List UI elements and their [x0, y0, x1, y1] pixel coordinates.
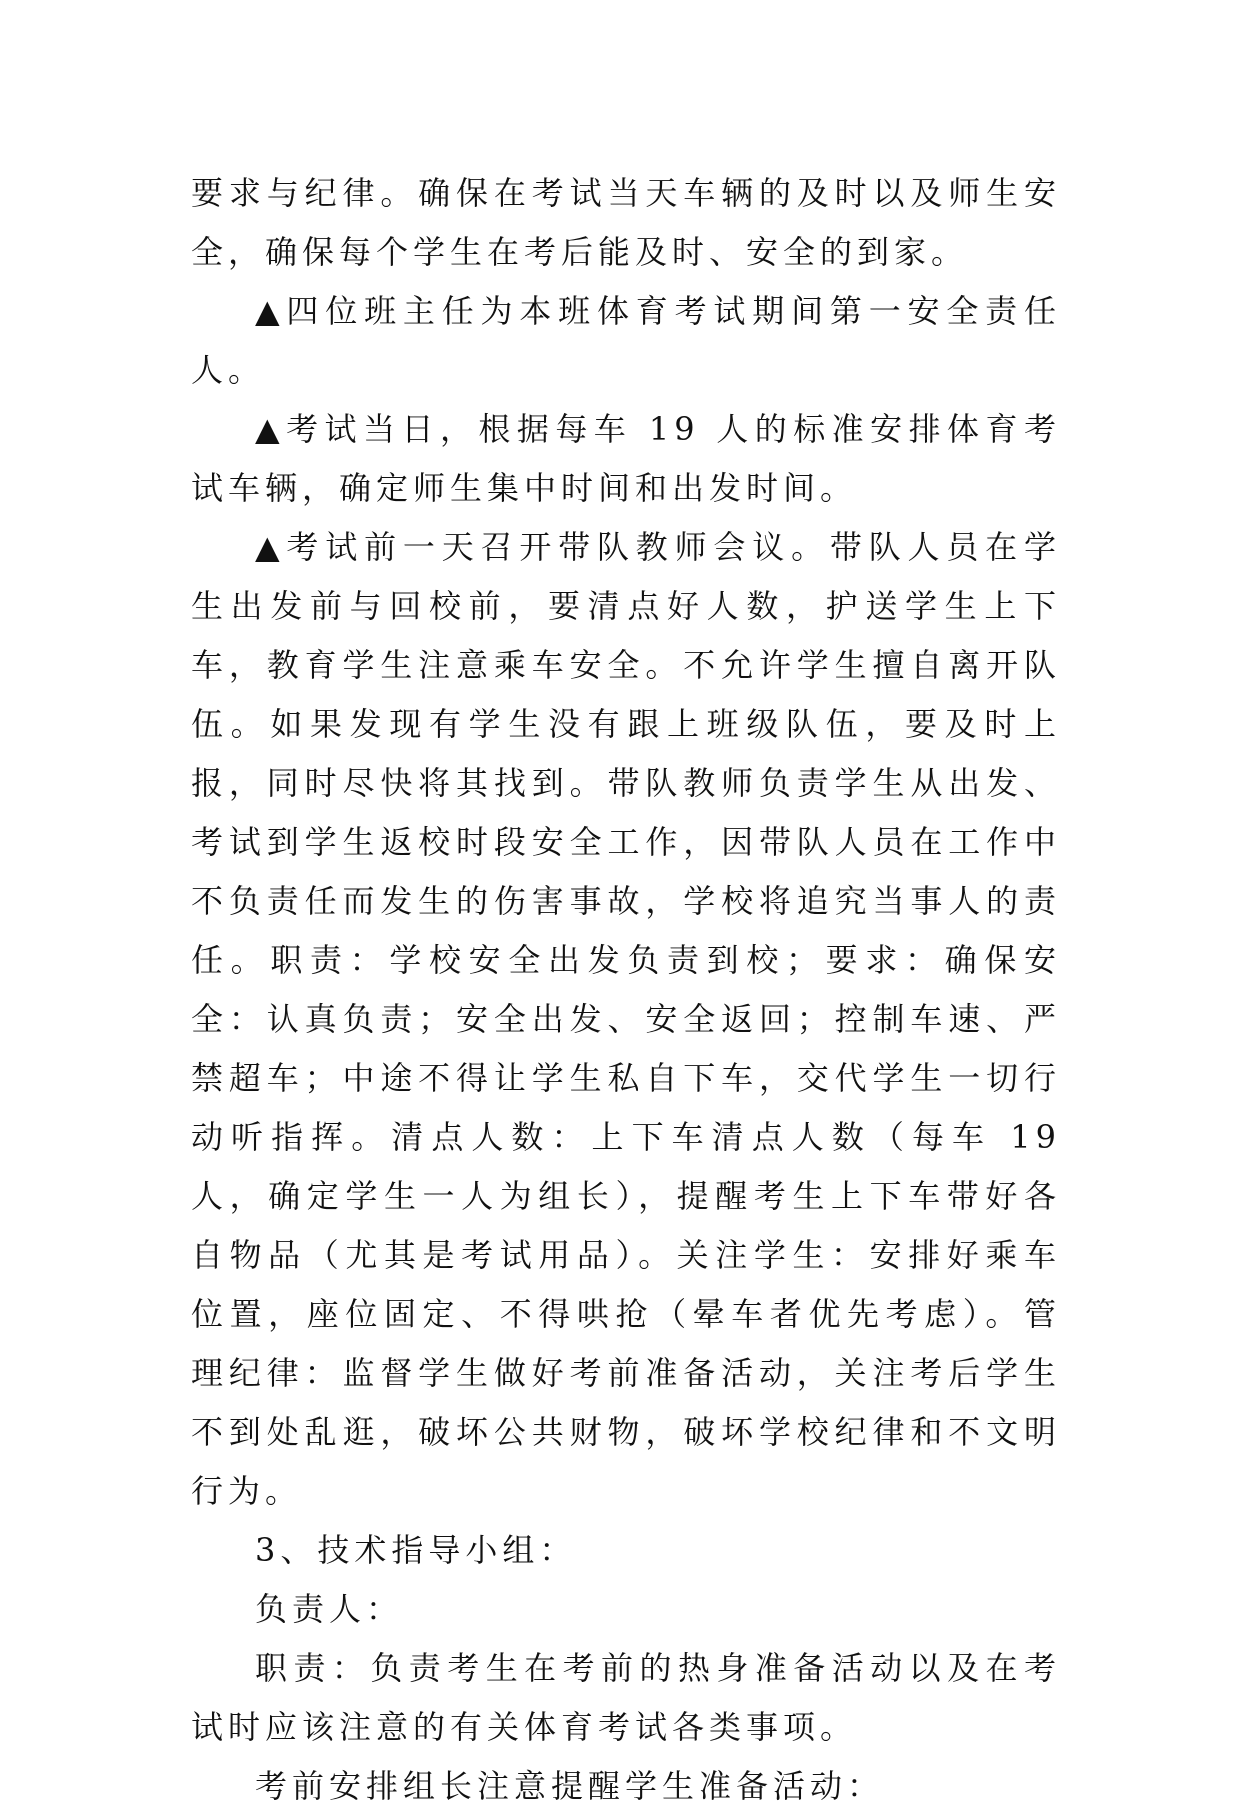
paragraph-teacher-meeting: ▲考试前一天召开带队教师会议。带队人员在学生出发前与回校前，要清点好人数，护送学生上下车，教育学生注意乘车安全。不允许学生擅自离开队伍。如果发现有学生没有跟上班级队伍，要及时上报，同时尽快将其找到。带队教师负责学生从出发、考试到学生返校时段安全工作，因带队人员在工作中不负责任而发生的伤害事故，学校将追究当事人的责任。职责：学校安全出发负责到校；要求：确保安全：认真负责；安全出发、安全返回；控制车速、严禁超车；中途不得让学生私自下车，交代学生一切行动听指挥。清点人数：上下车清点人数（每车 19 人，确定学生一人为组长），提醒考生上下车带好各自物品（尤其是考试用品）。关注学生：安排好乘车位置，座位固定、不得哄抢（晕车者优先考虑）。管理纪律：监督学生做好考前准备活动，关注考后学生不到处乱逛，破坏公共财物，破坏学校纪律和不文明行为。	[191, 528, 1061, 1510]
paragraph-head-teachers: ▲四位班主任为本班体育考试期间第一安全责任人。	[191, 292, 1061, 389]
paragraph-technical-duties: 职责：负责考生在考前的热身准备活动以及在考试时应该注意的有关体育考试各类事项。	[191, 1649, 1061, 1746]
paragraph-technical-group-heading: 3、技术指导小组：	[255, 1531, 577, 1569]
paragraph-person-in-charge: 负责人：	[255, 1590, 404, 1628]
paragraph-requirements-continued: 要求与纪律。确保在考试当天车辆的及时以及师生安全，确保每个学生在考后能及时、安全的到家。	[191, 174, 1061, 271]
paragraph-warmup-reminder: 考前安排组长注意提醒学生准备活动：	[255, 1767, 885, 1805]
document-body	[191, 164, 1061, 1816]
paragraph-exam-day-vehicles: ▲考试当日，根据每车 19 人的标准安排体育考试车辆，确定师生集中时间和出发时间。	[191, 410, 1061, 507]
